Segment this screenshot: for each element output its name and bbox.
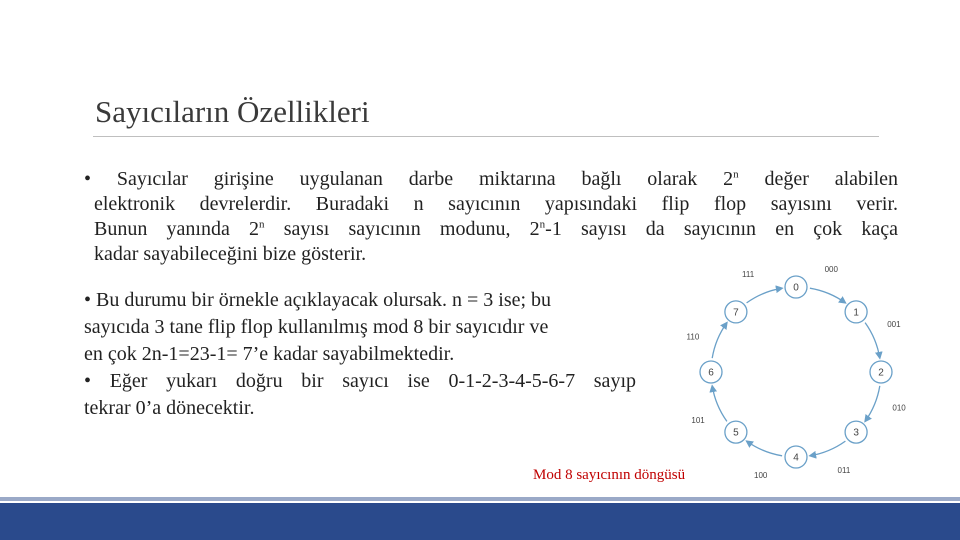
diagram-caption: Mod 8 sayıcının döngüsü [533, 467, 686, 483]
transition-arrow [865, 323, 880, 359]
state-binary-code: 011 [837, 465, 851, 475]
transition-arrow [865, 386, 880, 422]
transition-arrow [810, 441, 846, 456]
example-line-1: • Bu durumu bir örnekle açıklayacak olursak. n = 3 ise; bu [84, 289, 552, 311]
example-paragraph [84, 287, 636, 422]
intro-line-3: Bunun yanında 2$^n$ sayısı sayıcının modunu, 2$^n$-1 sayısı da sayıcının en çok kaça [94, 218, 899, 240]
intro-line-2: elektronik devrelerdir. Buradaki n sayıcının yapısındaki flip flop sayısını verir. [94, 193, 898, 215]
state-binary-code: 010 [892, 403, 906, 413]
example-line-2: sayıcıda 3 tane flip flop kullanılmış mod 8 bir sayıcıdır ve [84, 316, 549, 338]
footer-accent-line [0, 497, 960, 501]
slide-title: Sayıcıların Özellikleri [95, 94, 370, 129]
transition-arrow [712, 386, 727, 422]
transition-arrow [747, 441, 783, 456]
state-binary-code: 110 [686, 332, 700, 342]
state-value-label: 7 [733, 307, 739, 319]
state-value-label: 6 [708, 367, 714, 379]
state-value-label: 1 [853, 307, 859, 319]
state-value-label: 0 [793, 282, 799, 294]
state-binary-code: 001 [887, 320, 901, 330]
state-binary-code: 100 [754, 471, 768, 481]
state-binary-code: 111 [742, 270, 755, 280]
example-line-4: • Eğer yukarı doğru bir sayıcı ise 0-1-2-3-4-5-6-7 sayıp [84, 370, 636, 392]
intro-line-1: • Sayıcılar girişine uygulanan darbe miktarına bağlı olarak 2$^n$ değer alabilen [84, 168, 898, 190]
title-divider [93, 136, 879, 137]
state-value-label: 2 [878, 367, 884, 379]
intro-line-4: kadar sayabileceğini bize gösterir. [94, 243, 367, 265]
state-value-label: 3 [853, 427, 859, 439]
transition-arrow [747, 288, 783, 303]
example-line-3: en çok 2n-1=23-1= 7’e kadar sayabilmektedir. [84, 343, 455, 365]
state-value-label: 4 [793, 452, 799, 464]
state-binary-code: 101 [691, 415, 705, 425]
example-line-5: tekrar 0’a dönecektir. [84, 397, 255, 419]
transition-arrow [712, 323, 727, 359]
footer-bar [0, 503, 960, 540]
state-binary-code: 000 [824, 264, 838, 274]
intro-paragraph [84, 167, 898, 267]
transition-arrow [810, 288, 846, 303]
mod8-counter-cycle-diagram [662, 256, 930, 491]
state-value-label: 5 [733, 427, 739, 439]
